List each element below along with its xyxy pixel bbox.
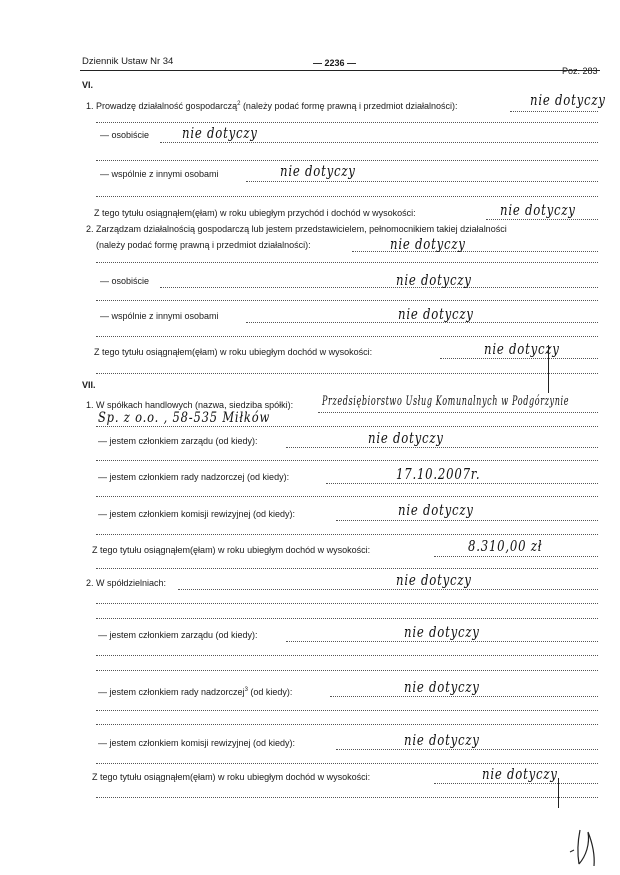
- page-number: — 2236 —: [313, 58, 357, 68]
- vii-item1-income-field-line2: [96, 568, 598, 569]
- vii-item1-supervisory-label: — jestem członkiem rady nadzorczej (od kiedy):: [98, 472, 290, 482]
- vii-item2-supervisory-label: — jestem członkiem rady nadzorczej$^3$ (od kiedy):: [98, 687, 293, 697]
- vi-item1-field: [510, 111, 598, 112]
- vii-item2-board-label: — jestem członkiem zarządu (od kiedy):: [98, 630, 258, 640]
- vi-item1-jointly-field-line2: [96, 196, 598, 197]
- vii-item2-field-line2: [96, 603, 598, 604]
- vii-item2-audit-field-line2: [96, 763, 598, 764]
- vi-item1-personally-field: [160, 142, 598, 143]
- vii-item1-audit-field-line2: [96, 534, 598, 535]
- vii-item1-board-field: [286, 447, 598, 448]
- section-vi-heading: VI.: [82, 80, 94, 90]
- vi-item2-label-line2: (należy podać formę prawną i przedmiot działalności):: [96, 240, 311, 250]
- vii-item2-board-field-line3: [96, 670, 598, 671]
- vi-item2-personally-label: — osobiście: [100, 276, 150, 286]
- vii-item2-supervisory-field: [330, 696, 598, 697]
- vi-item1-answer: nie dotyczy: [530, 91, 606, 109]
- vii-item1-field: [318, 412, 598, 413]
- vi-item1-income-label: Z tego tytułu osiągnąłem(ęłam) w roku ubiegłym przychód i dochód w wysokości:: [94, 208, 416, 218]
- vi-item2-income-field-line2: [96, 373, 598, 374]
- vii-item1-income-label: Z tego tytułu osiągnąłem(ęłam) w roku ubiegłym dochód w wysokości:: [92, 545, 371, 555]
- vi-item1-personally-answer: nie dotyczy: [182, 124, 258, 142]
- vi-item2-personally-field-line2: [96, 300, 598, 301]
- position-number: Poz. 283: [562, 66, 598, 76]
- section-vii-heading: VII.: [82, 380, 96, 390]
- vii-item2-board-answer: nie dotyczy: [404, 623, 480, 641]
- vii-item1-audit-answer: nie dotyczy: [398, 501, 474, 519]
- vi-item2-answer: nie dotyczy: [390, 235, 466, 253]
- header-rule: [80, 70, 600, 71]
- vii-item2-field: [178, 589, 598, 590]
- vii-item2-income-answer: nie dotyczy: [482, 765, 558, 783]
- vi-item1-personally-label: — osobiście: [100, 130, 150, 140]
- vi-item1-field-line2: [96, 122, 598, 123]
- vii-item2-income-label: Z tego tytułu osiągnąłem(ęłam) w roku ubiegłym dochód w wysokości:: [92, 772, 371, 782]
- vi-item1-jointly-field: [246, 181, 598, 182]
- vi-item2-jointly-label: — wspólnie z innymi osobami: [100, 311, 219, 321]
- vi-item1-income-field: [486, 219, 598, 220]
- vi-item1-jointly-answer: nie dotyczy: [280, 162, 356, 180]
- vii-item2-audit-answer: nie dotyczy: [404, 731, 480, 749]
- vi-item2-income-label: Z tego tytułu osiągnąłem(ęłam) w roku ubiegłym dochód w wysokości:: [94, 347, 373, 357]
- vii-item1-board-answer: nie dotyczy: [368, 429, 444, 447]
- vii-item1-field-line2: [96, 426, 598, 427]
- vii-item2-supervisory-field-line3: [96, 724, 598, 725]
- vi-item1-income-answer: nie dotyczy: [500, 201, 576, 219]
- vii-item1-income-field: [434, 556, 598, 557]
- vi-item2-field-line2: [96, 262, 598, 263]
- vi-item2-label-line1: 2. Zarządzam działalnością gospodarczą lub jestem przedstawicielem, pełnomocnikiem takiej działalności: [86, 224, 507, 234]
- vi-item1-jointly-label: — wspólnie z innymi osobami: [100, 169, 219, 179]
- vii-item2-supervisory-field-line2: [96, 710, 598, 711]
- vi-item2-personally-answer: nie dotyczy: [396, 271, 472, 289]
- vii-item2-income-field-line2: [96, 797, 598, 798]
- vii-item2-supervisory-answer: nie dotyczy: [404, 678, 480, 696]
- vii-item1-supervisory-field-line2: [96, 496, 598, 497]
- vii-item1-label: 1. W spółkach handlowych (nazwa, siedziba spółki):: [86, 400, 294, 410]
- vii-item2-income-field: [434, 783, 598, 784]
- vii-item2-audit-field: [336, 749, 598, 750]
- vii-item1-audit-label: — jestem członkiem komisji rewizyjnej (od kiedy):: [98, 509, 296, 519]
- vi-item2-personally-field: [160, 287, 598, 288]
- vii-item1-answer-line1: Przedsiębiorstwo Usług Komunalnych w Podgórzynie: [322, 394, 570, 409]
- vi-item2-income-answer: nie dotyczy: [484, 340, 560, 358]
- vii-item2-label: 2. W spółdzielniach:: [86, 578, 167, 588]
- vii-item2-field-line3: [96, 618, 598, 619]
- vii-item1-supervisory-field: [326, 483, 598, 484]
- journal-title: Dziennik Ustaw Nr 34: [82, 56, 174, 67]
- vii-item2-board-field-line2: [96, 655, 598, 656]
- vi-pen-stroke: [548, 345, 549, 393]
- vi-item2-jointly-answer: nie dotyczy: [398, 305, 474, 323]
- vi-item1-label: 1. Prowadzę działalność gospodarczą$^2$ (należy podać formę prawną i przedmiot działalności):: [86, 101, 458, 111]
- vii-item2-answer: nie dotyczy: [396, 571, 472, 589]
- vi-item2-jointly-field-line2: [96, 336, 598, 337]
- vii-item1-board-field-line2: [96, 460, 598, 461]
- vi-item2-field: [352, 251, 598, 252]
- vii-item1-board-label: — jestem członkiem zarządu (od kiedy):: [98, 436, 258, 446]
- vii-item1-supervisory-answer: 17.10.2007r.: [396, 465, 481, 483]
- vii-item1-audit-field: [336, 520, 598, 521]
- vii-item1-answer-line2: Sp. z o.o. , 58-535 Miłków: [98, 410, 271, 426]
- vii-item2-audit-label: — jestem członkiem komisji rewizyjnej (od kiedy):: [98, 738, 296, 748]
- vi-item2-income-field: [440, 358, 598, 359]
- vii-item1-income-answer: 8.310,00 zł: [468, 537, 543, 555]
- vii-item2-board-field: [286, 641, 598, 642]
- initials-signature: [568, 826, 602, 870]
- vii-pen-stroke: [558, 778, 559, 808]
- vi-item1-personally-field-line2: [96, 160, 598, 161]
